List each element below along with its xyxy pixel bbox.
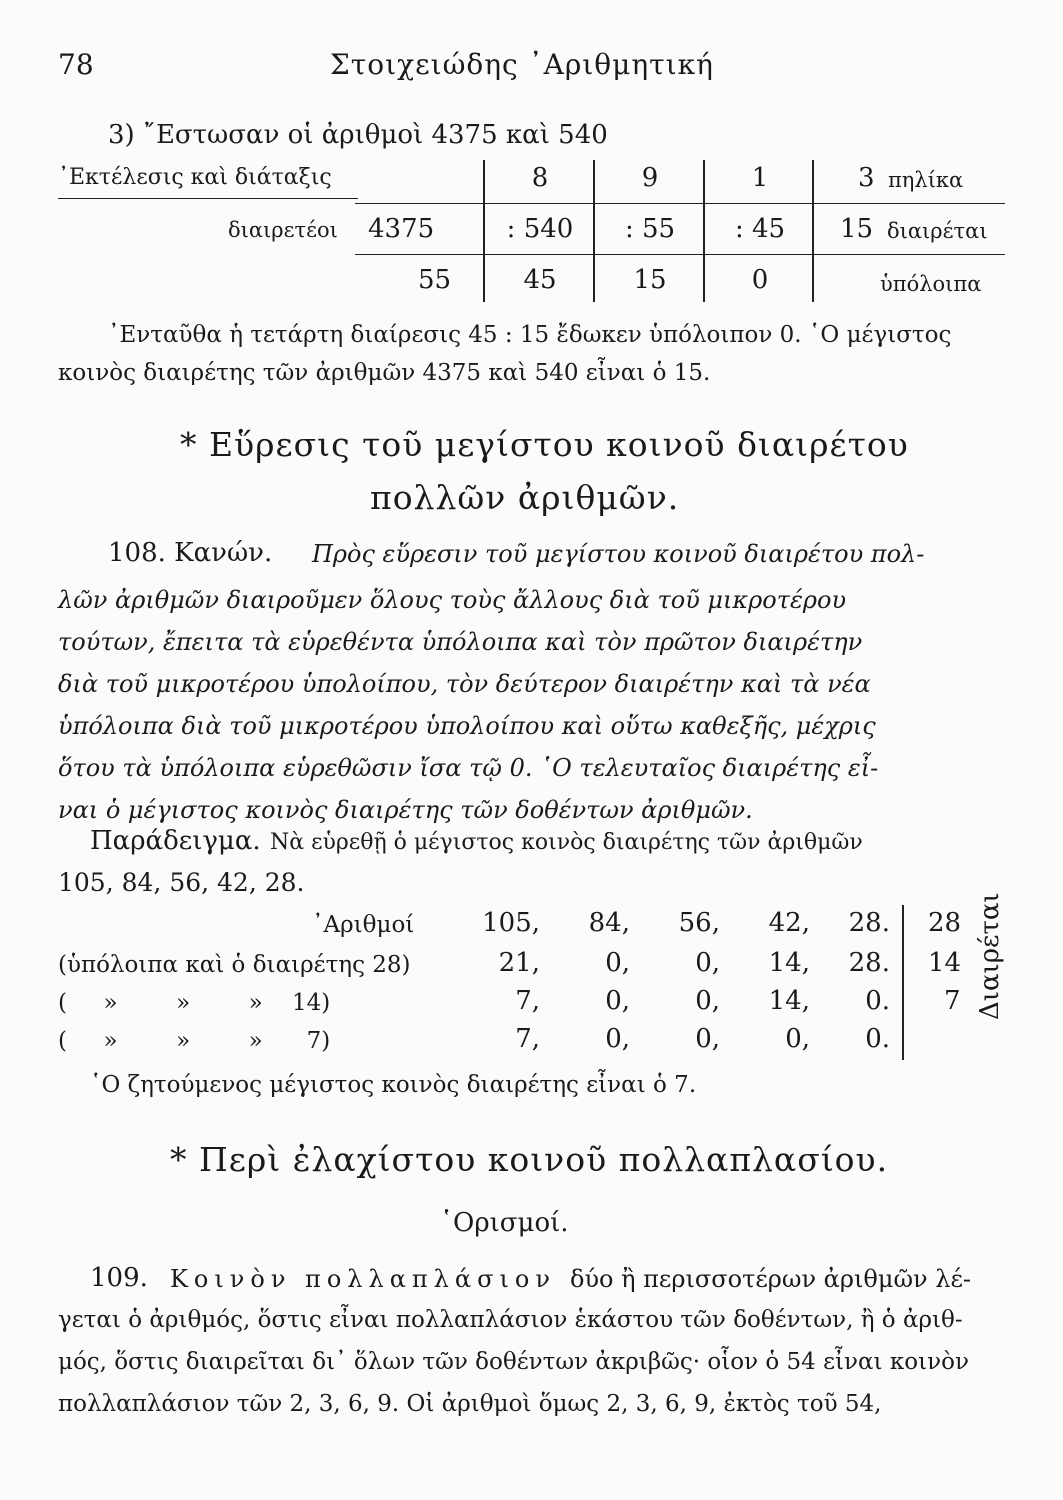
row-label-execution: ᾽Εκτέλεσις καὶ διάταξις — [58, 165, 332, 190]
rule-108-line-4: διὰ τοῦ μικροτέρου ὑπολοίπου, τὸν δεύτερον διαιρέτην καὶ τὰ νέα — [58, 670, 871, 698]
rule-108-label: 108. Κανών. — [108, 538, 273, 568]
gcd-cell: 0. — [865, 986, 890, 1016]
def-109-term: Κοινὸν πολλαπλάσιον — [170, 1265, 556, 1293]
gcd-result: ῾Ο ζητούμενος μέγιστος κοινὸς διαιρέτης εἶναι ὁ 7. — [90, 1072, 697, 1098]
rule-108-line-5: ὑπόλοιπα διὰ τοῦ μικροτέρου ὑπολοίπου καὶ οὕτω καθεξῆς, μέχρις — [58, 712, 876, 740]
def-109-line-1: δύο ἢ περισσοτέρων ἀριθμῶν λέ- — [570, 1265, 971, 1293]
quotient-1: 8 — [531, 163, 549, 193]
gcd-cell: 28. — [848, 908, 890, 938]
gcd-row-label: ( » » » 14) — [58, 990, 331, 1016]
gcd-cell: 84, — [588, 908, 630, 938]
gcd-cell: 42, — [768, 908, 810, 938]
col-divider-4 — [812, 160, 814, 302]
remainders-label: ὑπόλοιπα — [880, 272, 982, 296]
subheading-definitions: ῾Ορισμοί. — [440, 1208, 569, 1238]
gcd-cell: 0, — [785, 1024, 810, 1054]
gcd-cell: 7, — [515, 1024, 540, 1054]
gcd-cell: 21, — [498, 948, 540, 978]
divisors-label: διαιρέται — [887, 219, 988, 243]
gcd-cell: 0, — [605, 948, 630, 978]
row-divider-2 — [355, 254, 1005, 255]
divisor-last: 15 — [840, 214, 874, 244]
section-heading-gcd-line-1: * Εὕρεσις τοῦ μεγίστου κοινοῦ διαιρέτου — [180, 425, 909, 464]
remainder-1: 55 — [418, 265, 452, 295]
gcd-divisor: 28 — [928, 908, 962, 938]
division-2: : 55 — [624, 214, 676, 244]
example-line-1: Νὰ εὑρεθῇ ὁ μέγιστος κοινὸς διαιρέτης τῶν ἀριθμῶν — [270, 830, 863, 855]
gcd-row-label: ( » » » 7) — [58, 1028, 331, 1054]
gcd-cell: 14, — [768, 986, 810, 1016]
remainder-4: 0 — [751, 265, 769, 295]
gcd-cell: 56, — [678, 908, 720, 938]
row-divider-1 — [355, 203, 1005, 204]
gcd-cell: 0, — [605, 1024, 630, 1054]
rule-108-line-1: Πρὸς εὕρεσιν τοῦ μεγίστου κοινοῦ διαιρέτου πολ- — [312, 540, 925, 568]
example-label: Παράδειγμα. — [90, 826, 261, 856]
conclusion-line-1: ᾽Ενταῦθα ἡ τετάρτη διαίρεσις 45 : 15 ἔδωκεν ὑπόλοιπον 0. ῾Ο μέγιστος — [108, 322, 952, 348]
gcd-row-label: ᾽Αριθμοί — [312, 912, 415, 938]
gcd-cell: 0, — [695, 986, 720, 1016]
division-3: : 45 — [734, 214, 786, 244]
quotient-3: 1 — [751, 163, 769, 193]
underline-label — [58, 198, 358, 199]
col-divider-1 — [483, 160, 485, 302]
gcd-cell: 0, — [695, 948, 720, 978]
divisors-side-label: Διαιρέται — [975, 892, 1005, 1020]
gcd-cell: 7, — [515, 986, 540, 1016]
def-109-line-2: γεται ὁ ἀριθμός, ὅστις εἶναι πολλαπλάσιον ἑκάστου τῶν δοθέντων, ἢ ὁ ἀριθ- — [58, 1307, 963, 1333]
rule-108-line-3: τούτων, ἔπειτα τὰ εὑρεθέντα ὑπόλοιπα καὶ τὸν πρῶτον διαιρέτην — [58, 628, 863, 656]
quotient-4: 3 — [858, 163, 875, 193]
gcd-cell: 28. — [848, 948, 890, 978]
running-title: Στοιχειώδης ᾽Αριθμητική — [330, 48, 714, 81]
gcd-divisor: 7 — [944, 986, 961, 1016]
gcd-divisor: 14 — [928, 948, 962, 978]
gcd-row-label: (ὑπόλοιπα καὶ ὁ διαιρέτης 28) — [58, 952, 411, 978]
conclusion-line-2: κοινὸς διαιρέτης τῶν ἀριθμῶν 4375 καὶ 540 εἶναι ὁ 15. — [58, 360, 711, 386]
rule-108-line-7: ναι ὁ μέγιστος κοινὸς διαιρέτης τῶν δοθέντων ἀριθμῶν. — [58, 796, 753, 824]
section-heading-gcd-line-2: πολλῶν ἀριθμῶν. — [370, 478, 680, 517]
gcd-cell: 0. — [865, 1024, 890, 1054]
remainder-3: 15 — [633, 265, 667, 295]
gcd-divider — [902, 905, 904, 1060]
example-line-2: 105, 84, 56, 42, 28. — [58, 868, 305, 897]
quotient-2: 9 — [641, 163, 659, 193]
remainder-2: 45 — [523, 265, 557, 295]
gcd-cell: 14, — [768, 948, 810, 978]
gcd-cell: 0, — [695, 1024, 720, 1054]
page-number: 78 — [58, 48, 94, 81]
section-heading-lcm: * Περὶ ἐλαχίστου κοινοῦ πολλαπλασίου. — [170, 1140, 889, 1179]
gcd-cell: 0, — [605, 986, 630, 1016]
def-109-line-4: πολλαπλάσιον τῶν 2, 3, 6, 9. Οἱ ἀριθμοὶ ὅμως 2, 3, 6, 9, ἐκτὸς τοῦ 54, — [58, 1391, 882, 1417]
def-109-number: 109. — [90, 1263, 148, 1293]
col-divider-2 — [593, 160, 595, 302]
gcd-cell: 105, — [482, 908, 540, 938]
quotients-label: πηλίκα — [888, 168, 964, 192]
example3-intro: 3) ῎Εστωσαν οἱ ἀριθμοὶ 4375 καὶ 540 — [108, 120, 608, 150]
col-divider-3 — [703, 160, 705, 302]
def-109-line-3: μός, ὅστις διαιρεῖται δι᾽ ὅλων τῶν δοθέντων ἀκριβῶς· οἷον ὁ 54 εἶναι κοινὸν — [58, 1349, 969, 1375]
rule-108-line-2: λῶν ἀριθμῶν διαιροῦμεν ὅλους τοὺς ἄλλους διὰ τοῦ μικροτέρου — [58, 586, 847, 614]
dividend-first: 4375 — [368, 214, 435, 244]
division-1: : 540 — [506, 214, 574, 244]
rule-108-line-6: ὅτου τὰ ὑπόλοιπα εὑρεθῶσιν ἴσα τῷ 0. ῾Ο τελευταῖος διαιρέτης εἶ- — [58, 754, 879, 782]
row-label-dividends: διαιρετέοι — [228, 218, 338, 242]
